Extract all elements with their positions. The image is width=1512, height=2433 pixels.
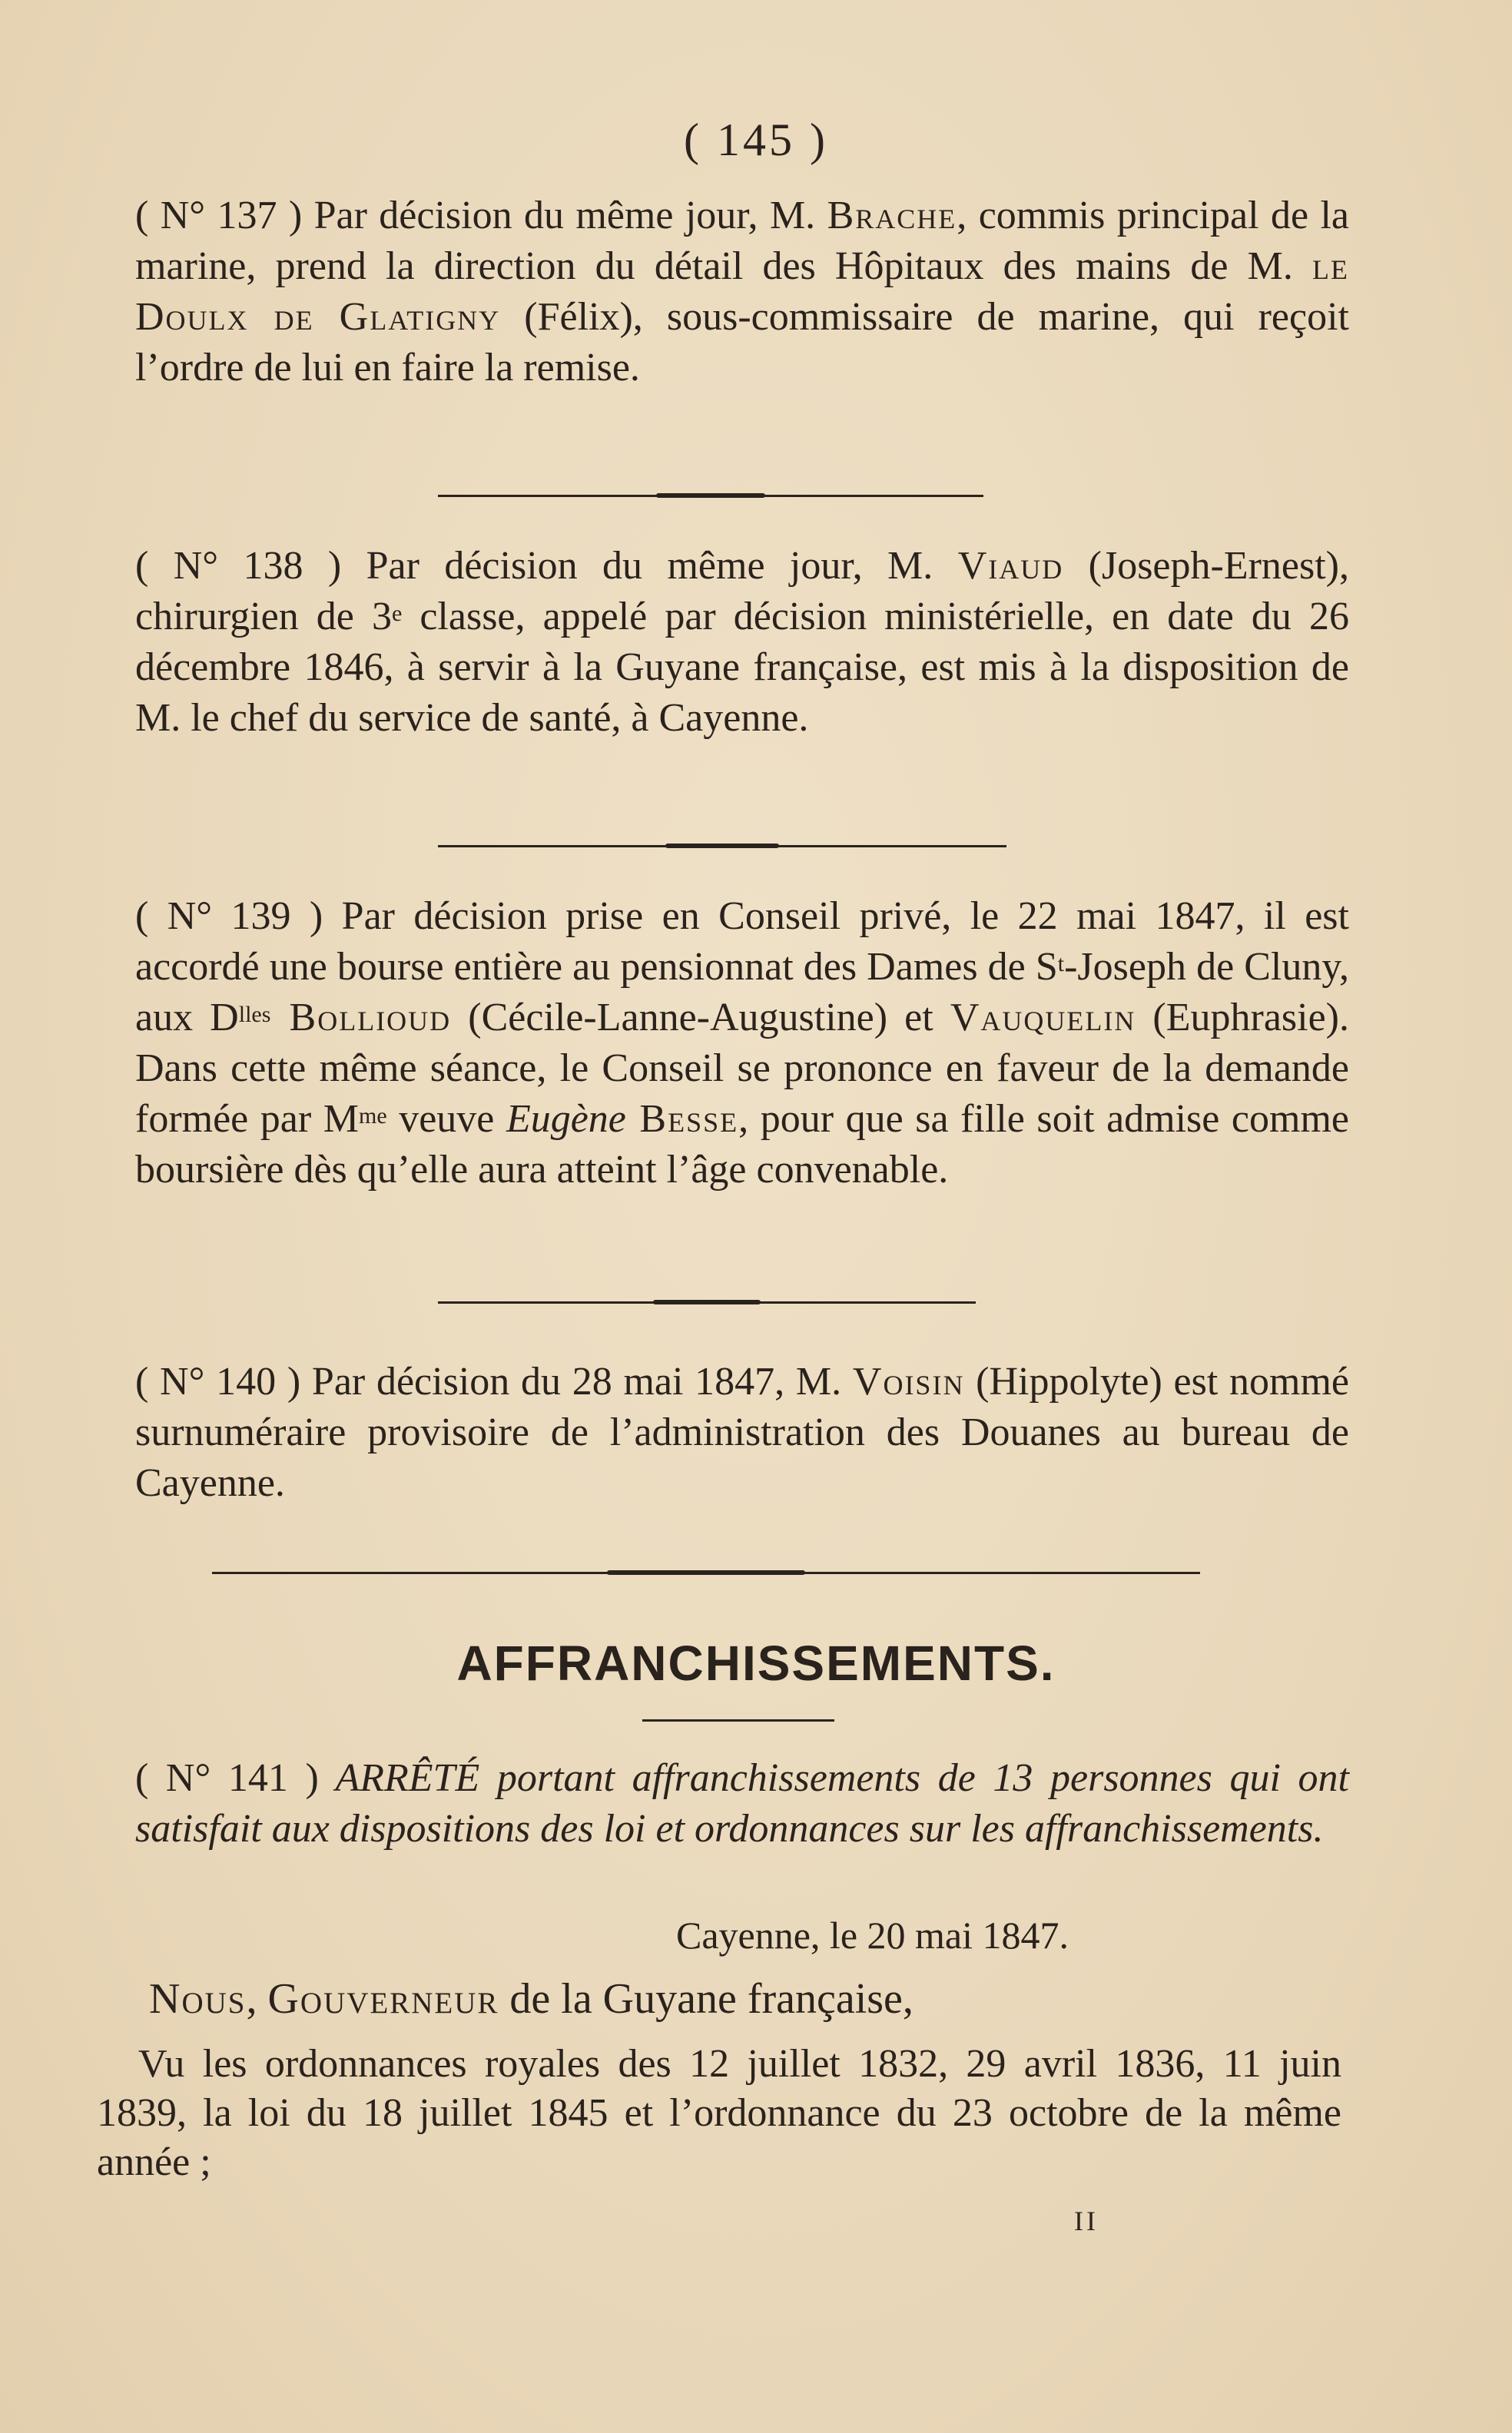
separator-rule <box>438 845 1006 847</box>
separator-rule <box>438 1301 976 1304</box>
entry-number: ( N° 139 ) <box>135 894 323 938</box>
person-name: Brache <box>827 194 957 237</box>
entry-number: ( N° 138 ) <box>135 544 342 588</box>
entry-138: ( N° 138 ) Par décision du même jour, M. Viaud (Joseph-Ernest), chirurgien de 3e classe, appelé par décision ministérielle, en date du 26 décembre 1846, à servir à la Guyane française, est mis à la disposition de M. le chef du service de santé, à Cayenne. <box>135 544 1349 740</box>
person-name: Bollioud <box>270 996 452 1039</box>
entry-139: ( N° 139 ) Par décision prise en Conseil privé, le 22 mai 1847, il est accordé une bourse entière au pensionnat des Dames de $S^t$-Joseph de Cluny, aux $D^{lles}$ Bollioud (Cécile-Lanne-Augustine) et Vauquelin (Euphrasie). Dans cette même séance, le Conseil se prononce en faveur de la demande formée par $M^{me}$ veuve Eugène Besse, pour que sa fille soit admise comme boursière dès qu’elle aura atteint l’âge convenable. <box>135 894 1350 1192</box>
person-name: Besse <box>625 1097 739 1141</box>
separator-rule <box>438 495 983 497</box>
entry-140: ( N° 140 ) Par décision du 28 mai 1847, M. Voisin (Hippolyte) est nommé surnuméraire provisoire de l’administration des Douanes au bureau de Cayenne. <box>135 1360 1349 1505</box>
separator-rule <box>212 1572 1200 1574</box>
person-name: Vauquelin <box>950 996 1136 1039</box>
person-name: Voisin <box>852 1360 965 1404</box>
entry-number: ( N° 141 ) <box>135 1756 319 1800</box>
arrete-title: ARRÊTÉ portant affranchissements de 13 personnes qui ont satisfait aux dispositions des loi et ordonnances sur les affranchissements. <box>135 1756 1349 1851</box>
entry-137: ( N° 137 ) Par décision du même jour, M. Brache, commis principal de la marine, prend la direction du détail des Hôpitaux des mains de M. le Doulx de Glatigny (Félix), sous-commissaire de marine, qui reçoit l’ordre de lui en faire la remise. <box>135 194 1349 389</box>
considerations-paragraph: Vu les ordonnances royales des 12 juillet 1832, 29 avril 1836, 11 juin 1839, la loi du 18 juillet 1845 et l’ordonnance du 23 octobre de la même année ; <box>97 2042 1341 2184</box>
entry-141 <box>135 1753 1349 1855</box>
section-heading: AFFRANCHISSEMENTS. <box>456 1636 1056 1691</box>
page-number: ( 145 ) <box>684 114 828 165</box>
entry-number: ( N° 137 ) <box>135 194 303 237</box>
person-name: le Doulx de Glatigny <box>135 244 1349 339</box>
entry-number: ( N° 140 ) <box>135 1360 301 1404</box>
signature-mark: II <box>1074 2206 1099 2236</box>
heading-underline <box>642 1719 834 1722</box>
dateline: Cayenne, le 20 mai 1847. <box>676 1914 1069 1957</box>
person-name: Viaud <box>957 544 1064 588</box>
governor-line: Nous, Gouverneur de la Guyane française, <box>149 1975 914 2023</box>
